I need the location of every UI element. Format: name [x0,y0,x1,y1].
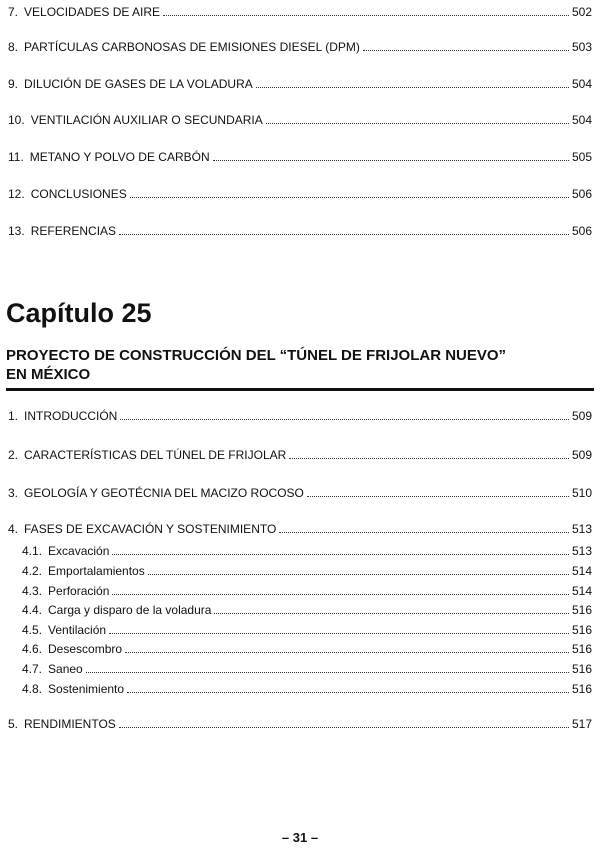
subentry-page: 514 [571,584,592,598]
dot-leader [307,495,569,497]
dot-leader [112,553,569,555]
dot-leader [127,691,569,693]
subentry-page: 516 [571,662,592,676]
subentry-page: 516 [571,642,592,656]
toc-subentry [22,584,592,598]
subentry-page: 516 [571,623,592,637]
toc-entry [8,522,592,536]
entry-page: 502 [571,5,592,19]
dot-leader [120,418,569,420]
toc-entry [8,40,592,54]
entry-page: 504 [571,113,592,127]
dot-leader [130,196,569,198]
toc-entry [8,77,592,91]
dot-leader [266,122,569,124]
entry-number: 12. [8,187,25,201]
subentry-page: 513 [571,544,592,558]
toc-entry [8,717,592,731]
entry-page: 513 [571,522,592,536]
entry-number: 7. [8,5,19,19]
entry-page: 503 [571,40,592,54]
entry-number: 4. [8,522,19,536]
subentry-title: Emportalamientos [48,564,145,578]
dot-leader [148,573,569,575]
chapter-title-line1: PROYECTO DE CONSTRUCCIÓN DEL “TÚNEL DE FRIJOLAR NUEVO” [6,347,507,364]
toc-entry [8,150,592,164]
dot-leader [256,86,569,88]
entry-title: FASES DE EXCAVACIÓN Y SOSTENIMIENTO [24,522,277,536]
toc-entry [8,113,592,127]
dot-leader [363,49,569,51]
toc-subentry [22,544,592,558]
subentry-page: 516 [571,603,592,617]
subentry-title: Sostenimiento [48,682,125,696]
entry-number: 1. [8,409,19,423]
subentry-number: 4.7. [22,662,43,676]
entry-number: 11. [8,150,24,164]
entry-title: METANO Y POLVO DE CARBÓN [29,150,210,164]
dot-leader [125,651,569,653]
subentry-title: Ventilación [48,623,107,637]
toc-entry [8,5,592,19]
subentry-title: Carga y disparo de la voladura [48,603,212,617]
entry-title: CONCLUSIONES [30,187,127,201]
subentry-number: 4.1. [22,544,43,558]
entry-title: VENTILACIÓN AUXILIAR O SECUNDARIA [30,113,263,127]
entry-number: 8. [8,40,19,54]
entry-title: RENDIMIENTOS [24,717,116,731]
subentry-number: 4.4. [22,603,43,617]
dot-leader [119,726,569,728]
entry-title: VELOCIDADES DE AIRE [24,5,161,19]
entry-title: REFERENCIAS [30,224,117,238]
entry-page: 506 [571,224,592,238]
toc-subentry [22,623,592,637]
subentry-title: Saneo [48,662,83,676]
toc-entry [8,486,592,500]
toc-subentry [22,642,592,656]
entry-number: 9. [8,77,19,91]
entry-page: 510 [571,486,592,500]
toc-entry [8,224,592,238]
toc-subentry [22,603,592,617]
subentry-title: Excavación [48,544,110,558]
dot-leader [119,233,569,235]
toc-subentry [22,564,592,578]
entry-page: 506 [571,187,592,201]
dot-leader [109,632,569,634]
entry-number: 2. [8,448,19,462]
dot-leader [112,593,569,595]
dot-leader [279,531,569,533]
subentry-number: 4.5. [22,623,43,637]
entry-title: PARTÍCULAS CARBONOSAS DE EMISIONES DIESEL (DPM) [24,40,360,54]
toc-entry [8,409,592,423]
chapter-heading: Capítulo 25 [6,298,152,328]
entry-title: DILUCIÓN DE GASES DE LA VOLADURA [24,77,253,91]
dot-leader [163,14,569,16]
toc-entry [8,448,592,462]
entry-number: 10. [8,113,25,127]
dot-leader [289,457,569,459]
entry-number: 3. [8,486,19,500]
entry-page: 509 [571,448,592,462]
entry-page: 505 [571,150,592,164]
entry-page: 517 [571,717,592,731]
subentry-number: 4.2. [22,564,43,578]
dot-leader [214,612,569,614]
entry-title: GEOLOGÍA Y GEOTÉCNIA DEL MACIZO ROCOSO [24,486,304,500]
toc-subentry [22,662,592,676]
toc-subentry [22,682,592,696]
page-number: – 31 – [281,830,319,845]
dot-leader [86,671,569,673]
chapter-title [6,346,586,384]
entry-number: 5. [8,717,19,731]
toc-entry [8,187,592,201]
subentry-number: 4.8. [22,682,43,696]
heading-rule [6,388,594,391]
subentry-page: 514 [571,564,592,578]
entry-page: 504 [571,77,592,91]
entry-title: INTRODUCCIÓN [24,409,118,423]
subentry-number: 4.6. [22,642,43,656]
entry-title: CARACTERÍSTICAS DEL TÚNEL DE FRIJOLAR [24,448,287,462]
subentry-title: Desescombro [48,642,123,656]
subentry-title: Perforación [48,584,110,598]
dot-leader [213,159,569,161]
entry-page: 509 [571,409,592,423]
subentry-page: 516 [571,682,592,696]
chapter-title-line2: EN MÉXICO [6,366,91,383]
subentry-number: 4.3. [22,584,43,598]
entry-number: 13. [8,224,25,238]
